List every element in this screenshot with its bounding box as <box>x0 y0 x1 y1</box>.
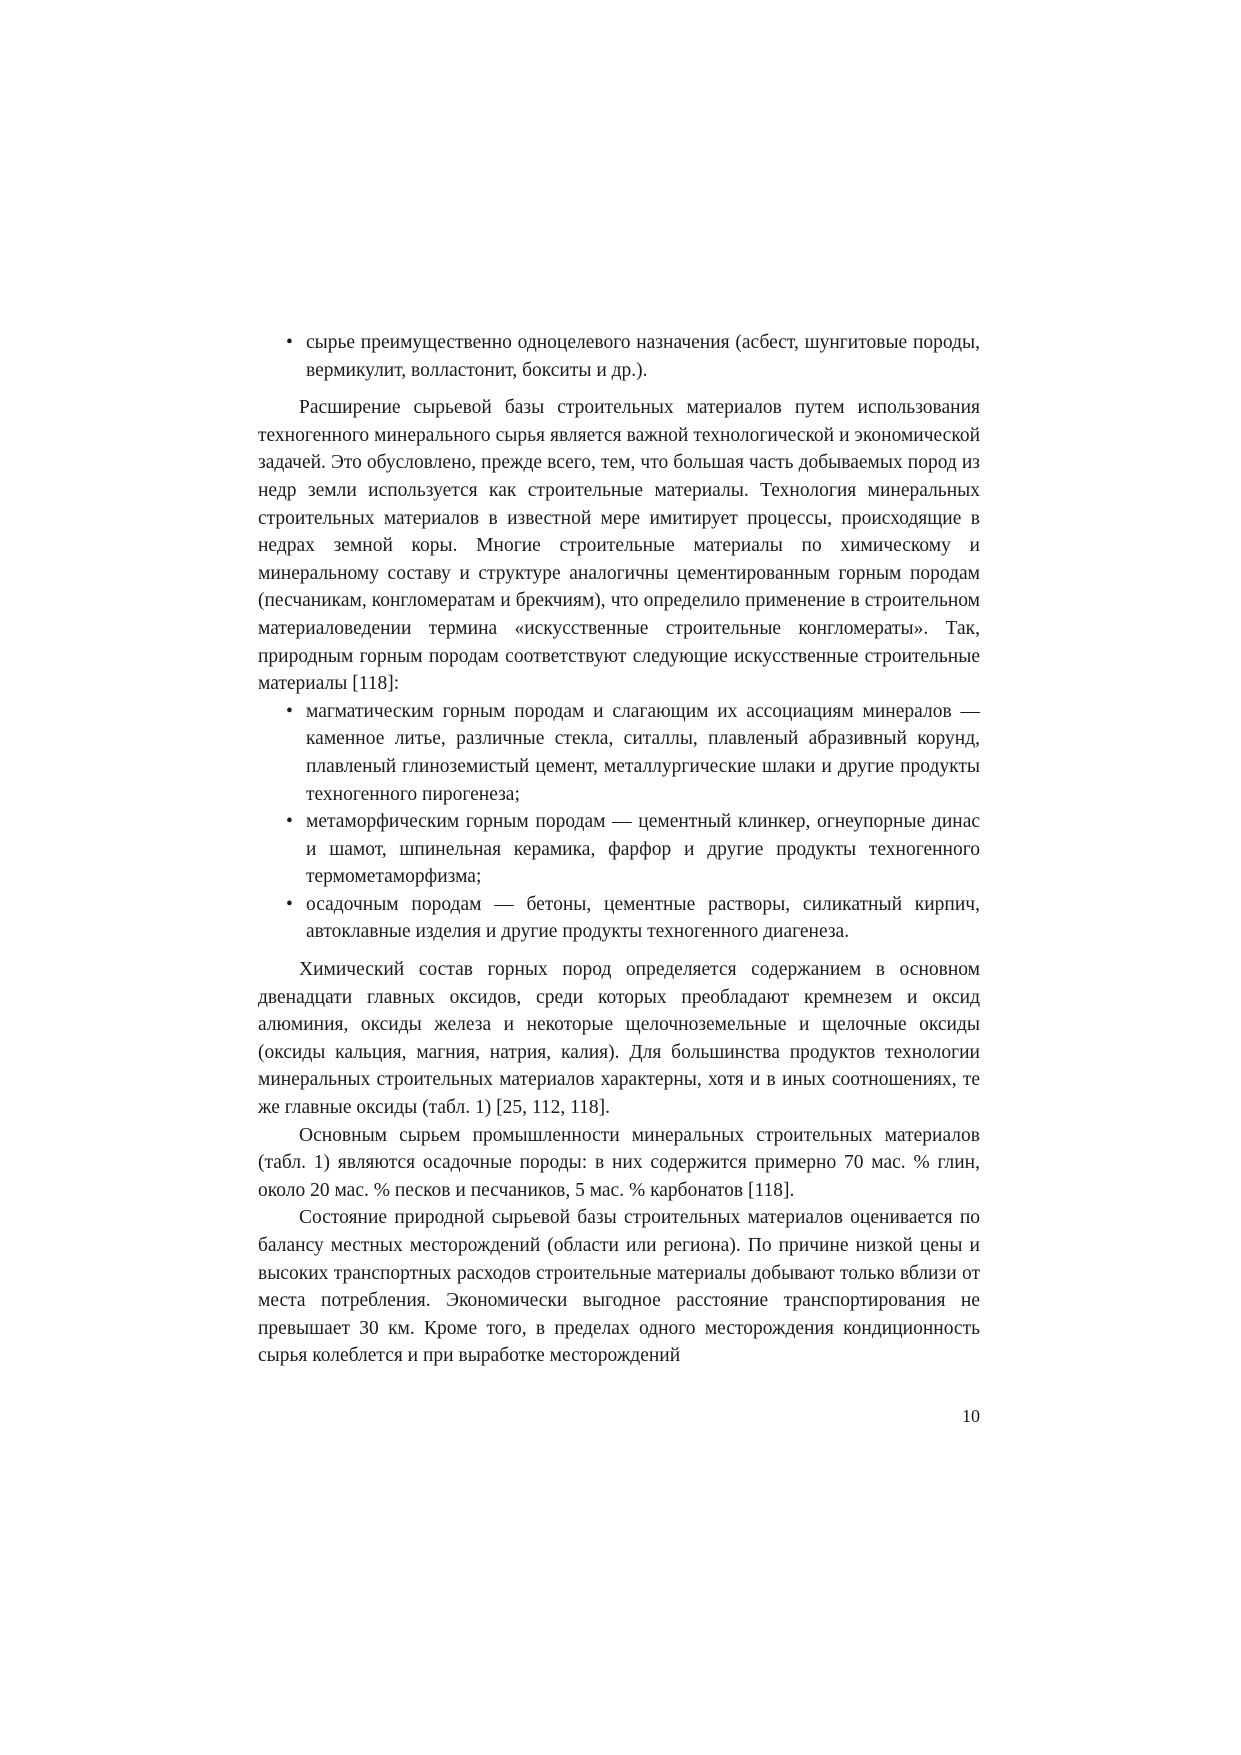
lead-bullet-list <box>258 329 980 384</box>
list-item: • осадочным породам — бетоны, цементные растворы, силикатный кирпич, автоклавные изделия и другие продукты техногенного диагенеза. <box>306 891 980 946</box>
page-number: 10 <box>962 1406 980 1426</box>
list-item: • сырье преимущественно одноцелевого назначения (асбест, шунгитовые породы, вермикулит, волластонит, бокситы и др.). <box>306 329 980 384</box>
rock-analog-list <box>258 698 980 946</box>
paragraph-main-raw-materials: Основным сырьем промышленности минеральных строительных материалов (табл. 1) являются осадочные породы: в них содержится примерно 70 мас. % глин, около 20 мас. % песков и песчаников, 5 мас. % карбонатов [118]. <box>258 1124 980 1201</box>
body-text <box>258 329 980 1370</box>
paragraph-resource-state: Состояние природной сырьевой базы строительных материалов оценивается по балансу местных месторождений (области или региона). По причине низкой цены и высоких транспортных расходов строительные материалы добывают только вблизи от места потребления. Экономически выгодное расстояние транспортирования не превышает 30 км. Кроме того, в пределах одного месторождения кондиционность сырья колеблется и при выработке месторождений <box>258 1207 980 1367</box>
list-item: • магматическим горным породам и слагающим их ассоциациям минералов — каменное литье, различные стекла, ситаллы, плавленый абразивный корунд, плавленый глиноземистый цемент, металлургические шлаки и другие продукты техногенного пирогенеза; <box>306 698 980 808</box>
list-item: • метаморфическим горным породам — цементный клинкер, огнеупорные динас и шамот, шпинельная керамика, фарфор и другие продукты техногенного термометаморфизма; <box>306 808 980 891</box>
paragraph-chemical-composition: Химический состав горных пород определяется содержанием в основном двенадцати главных оксидов, среди которых преобладают кремнезем и оксид алюминия, оксиды железа и некоторые щелочноземельные и щелочные оксиды (оксиды кальция, магния, натрия, калия). Для большинства продуктов технологии минеральных строительных материалов характерны, хотя и в иных соотношениях, те же главные оксиды (табл. 1) [25, 112, 118]. <box>258 959 980 1119</box>
paragraph-raw-material-base: Расширение сырьевой базы строительных материалов путем использования техногенного минерального сырья является важной технологической и экономической задачей. Это обусловлено, прежде всего, тем, что большая часть добываемых пород из недр земли используется как строительные материалы. Технология минеральных строительных материалов в известной мере имитирует процессы, происходящие в недрах земной коры. Многие строительные материалы по химическому и минеральному составу и структуре аналогичны цементированным горным породам (песчаникам, конгломератам и брекчиям), что определило применение в строительном материаловедении термина «искусственные строительные конгломераты». Так, природным горным породам соответствуют следующие искусственные строительные материалы [118]: <box>258 397 980 695</box>
